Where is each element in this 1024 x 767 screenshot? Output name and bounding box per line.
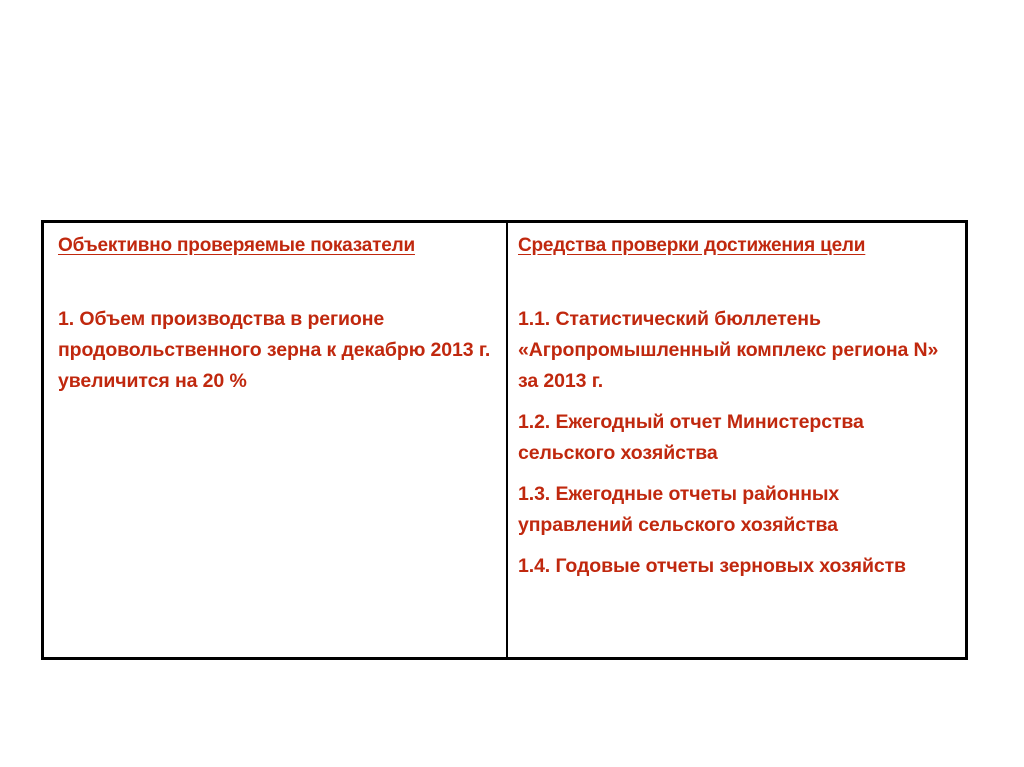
indicator-item: 1. Объем производства в регионе продовольственного зерна к декабрю 2013 г. увеличится на 20 %	[58, 308, 491, 392]
verification-item: 1.1. Статистический бюллетень «Агропромышленный комплекс региона N» за 2013 г.	[518, 308, 939, 392]
indicators-column	[44, 223, 508, 657]
indicators-table	[41, 220, 968, 660]
verification-item: 1.2. Ежегодный отчет Министерства сельского хозяйства	[518, 411, 864, 464]
verification-item: 1.4. Годовые отчеты зерновых хозяйств	[518, 555, 906, 577]
verification-heading: Средства проверки достижения цели	[518, 235, 866, 256]
indicators-heading: Объективно проверяемые показатели	[58, 235, 415, 256]
verification-item: 1.3. Ежегодные отчеты районных управлений сельского хозяйства	[518, 483, 840, 536]
verification-column	[508, 223, 965, 657]
